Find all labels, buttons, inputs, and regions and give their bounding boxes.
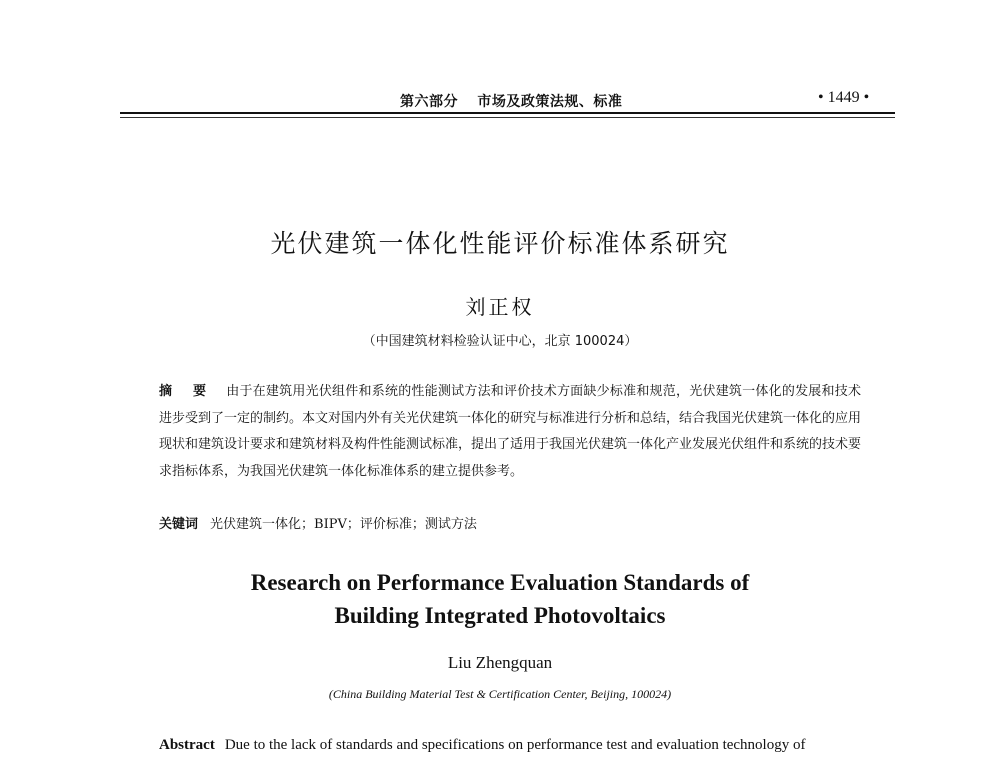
chinese-affiliation: （中国建筑材料检验认证中心，北京 100024） bbox=[362, 334, 638, 349]
running-head-section: 市场及政策法规、标准 bbox=[477, 94, 623, 110]
chinese-abstract-label: 摘 要 bbox=[159, 384, 215, 399]
english-author: Liu Zhengquan bbox=[447, 653, 553, 672]
english-title bbox=[0, 566, 1000, 632]
chinese-abstract bbox=[159, 379, 861, 485]
english-abstract-text: Due to the lack of standards and specifications on performance test and evaluation technology of bbox=[224, 737, 806, 753]
page-number: • 1449 • bbox=[818, 89, 870, 106]
chinese-keywords-text: 光伏建筑一体化；BIPV；评价标准；测试方法 bbox=[210, 517, 477, 532]
chinese-abstract-text: 由于在建筑用光伏组件和系统的性能测试方法和评价技术方面缺少标准和规范，光伏建筑一体化的发展和技术进步受到了一定的制约。本文对国内外有关光伏建筑一体化的研究与标准进行分析和总结，结合我国光伏建筑一体化的应用现状和建筑设计要求和建筑材料及构件性能测试标准，提出了适用于我国光伏建筑一体化产业发展光伏组件和系统的技术要求指标体系，为我国光伏建筑一体化标准体系的建立提供参考。 bbox=[159, 384, 862, 479]
english-abstract-label: Abstract bbox=[159, 737, 215, 753]
chinese-title: 光伏建筑一体化性能评价标准体系研究 bbox=[270, 229, 730, 258]
running-head-part: 第六部分 bbox=[400, 94, 458, 110]
header-rule-thin bbox=[120, 117, 895, 118]
header-rule-thick bbox=[120, 112, 895, 114]
english-affiliation: (China Building Material Test & Certification Center, Beijing, 100024) bbox=[328, 687, 672, 701]
running-head bbox=[400, 91, 622, 111]
chinese-keywords bbox=[159, 513, 861, 532]
chinese-author: 刘正权 bbox=[465, 295, 535, 319]
english-title-line-1: Research on Performance Evaluation Standards of bbox=[250, 570, 750, 595]
chinese-keywords-label: 关键词 bbox=[159, 517, 199, 532]
english-abstract bbox=[159, 737, 869, 754]
english-title-line-2: Building Integrated Photovoltaics bbox=[334, 603, 666, 628]
